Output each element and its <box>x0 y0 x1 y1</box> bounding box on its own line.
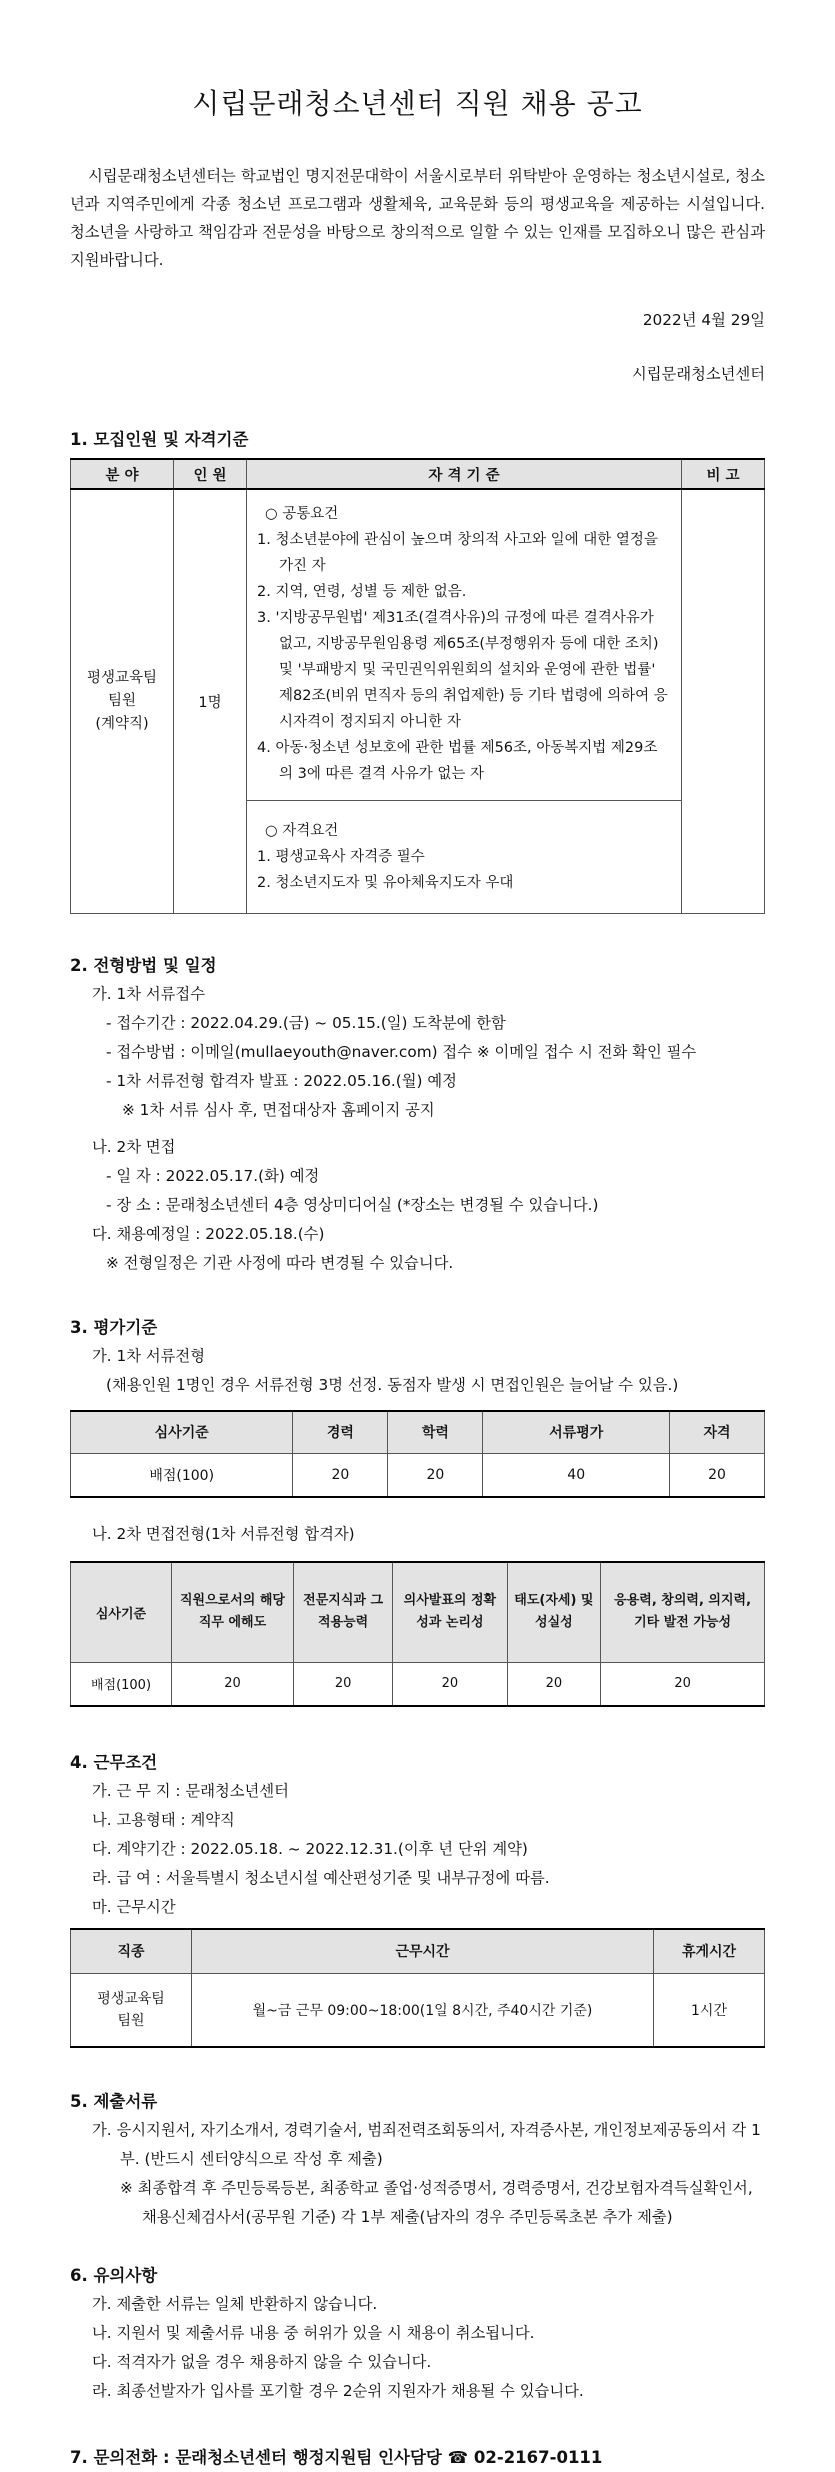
section-5-heading: 5. 제출서류 <box>70 2092 158 2111</box>
s3-item-b: 나. 2차 면접전형(1차 서류전형 합격자) <box>92 1525 355 1543</box>
t2-cell: 20 <box>293 1662 392 1706</box>
common-item: 1. 청소년분야에 관심이 높으며 창의적 사고와 일에 대한 열정을 가진 자 <box>257 532 658 574</box>
qual-title: ○ 자격요건 <box>265 823 339 839</box>
s5-note: ※ 최종합격 후 주민등록등본, 최종학교 졸업·성적증명서, 경력증명서, 건강보험자격득실확인서, 채용신체검사서(공무원 기준) 각 1부 제출(남자의 경우 주민등록초본 추가 제출) <box>120 2179 753 2226</box>
t2-cell: 20 <box>172 1662 294 1706</box>
s2-item-c1: ※ 전형일정은 기관 사정에 따라 변경될 수 있습니다. <box>106 1254 454 1272</box>
t2-cell: 20 <box>601 1662 765 1706</box>
th-criteria: 자 격 기 준 <box>247 459 682 489</box>
work-hours-table <box>70 1928 765 2048</box>
field-line: 평생교육팀 <box>86 670 158 686</box>
s2-item-a1: - 접수기간 : 2022.04.29.(금) ~ 05.15.(일) 도착분에 한함 <box>106 1014 506 1032</box>
t1-cell: 20 <box>293 1453 388 1497</box>
s2-item-a4: ※ 1차 서류 심사 후, 면접대상자 홈페이지 공지 <box>122 1101 435 1119</box>
t2-header: 전문지식과 그 적용능력 <box>293 1562 392 1662</box>
t2-header: 심사기준 <box>71 1562 172 1662</box>
announcement-date: 2022년 4월 29일 <box>642 311 765 329</box>
t2-header: 의사발표의 정확성과 논리성 <box>393 1562 507 1662</box>
section-7 <box>70 2444 765 2472</box>
t3-header: 직종 <box>71 1929 192 1973</box>
section-5 <box>70 2088 765 2232</box>
t1-cell: 40 <box>483 1453 670 1497</box>
s5-item-a: 가. 응시지원서, 자기소개서, 경력기술서, 범죄전력조회동의서, 자격증사본, 개인정보제공동의서 각 1부. (반드시 센터양식으로 작성 후 제출) <box>92 2121 761 2168</box>
s2-item-b1: - 일 자 : 2022.05.17.(화) 예정 <box>106 1167 320 1185</box>
qual-item: 2. 청소년지도자 및 유아체육지도자 우대 <box>257 875 514 891</box>
s4-item-b: 나. 고용형태 : 계약직 <box>92 1811 235 1829</box>
th-count: 인 원 <box>174 459 247 489</box>
section-2 <box>70 952 765 1278</box>
section-2-heading: 2. 전형방법 및 일정 <box>70 956 217 975</box>
t1-cell: 배점(100) <box>71 1453 293 1497</box>
s2-item-c: 다. 채용예정일 : 2022.05.18.(수) <box>92 1225 325 1243</box>
s6-item: 라. 최종선발자가 입사를 포기할 경우 2순위 지원자가 채용될 수 있습니다. <box>92 2382 584 2400</box>
s2-item-a3: - 1차 서류전형 합격자 발표 : 2022.05.16.(월) 예정 <box>106 1072 457 1090</box>
s6-item: 나. 지원서 및 제출서류 내용 중 허위가 있을 시 채용이 취소됩니다. <box>92 2324 535 2342</box>
th-remarks: 비 고 <box>682 459 765 489</box>
t2-cell: 20 <box>393 1662 507 1706</box>
common-item: 3. '지방공무원법' 제31조(결격사유)의 규정에 따른 결격사유가 없고, 지방공무원임용령 제65조(부정행위자 등에 대한 조치) 및 '부패방지 및 국민권익위원회의 설치와 운영에 관한 법률' 제82조(비위 면직자 등의 취업제한) 등 기타 법령에 의하여 응시자격이 정지되지 아니한 자 <box>257 610 668 730</box>
t3-header: 근무시간 <box>192 1929 654 1973</box>
section-3 <box>70 1314 765 1707</box>
doc-screen-table <box>70 1410 765 1498</box>
s4-item-a: 가. 근 무 지 : 문래청소년센터 <box>92 1782 289 1800</box>
field-line: (계약직) <box>95 716 149 732</box>
s3-item-a: 가. 1차 서류전형 <box>92 1347 205 1365</box>
common-title: ○ 공통요건 <box>265 506 339 522</box>
section-4 <box>70 1749 765 2048</box>
count-cell: 1명 <box>174 489 247 914</box>
t2-cell: 20 <box>507 1662 601 1706</box>
s2-item-a: 가. 1차 서류접수 <box>92 985 205 1003</box>
field-line: 팀원 <box>107 693 136 709</box>
t2-header: 응용력, 창의력, 의지력, 기타 발전 가능성 <box>601 1562 765 1662</box>
t1-cell: 20 <box>388 1453 483 1497</box>
t1-header: 학력 <box>388 1411 483 1453</box>
remarks-cell <box>682 489 765 914</box>
s6-item: 가. 제출한 서류는 일체 반환하지 않습니다. <box>92 2295 378 2313</box>
t2-cell: 배점(100) <box>71 1662 172 1706</box>
interview-table <box>70 1561 765 1707</box>
section-6 <box>70 2262 765 2406</box>
section-1-heading: 1. 모집인원 및 자격기준 <box>70 430 249 449</box>
th-field: 분 야 <box>71 459 174 489</box>
s2-item-b2: - 장 소 : 문래청소년센터 4층 영상미디어실 (*장소는 변경될 수 있습니다.) <box>106 1196 599 1214</box>
common-item: 2. 지역, 연령, 성별 등 제한 없음. <box>257 584 467 600</box>
recruit-table <box>70 458 765 914</box>
section-4-heading: 4. 근무조건 <box>70 1753 158 1772</box>
t1-header: 자격 <box>669 1411 764 1453</box>
contact-heading: 7. 문의전화 : 문래청소년센터 행정지원팀 인사담당 ☎ 02-2167-0111 <box>70 2448 603 2467</box>
page-title: 시립문래청소년센터 직원 채용 공고 <box>192 87 643 120</box>
t1-header: 심사기준 <box>71 1411 293 1453</box>
t1-header: 서류평가 <box>483 1411 670 1453</box>
section-3-heading: 3. 평가기준 <box>70 1318 158 1337</box>
intro-paragraph: 시립문래청소년센터는 학교법인 명지전문대학이 서울시로부터 위탁받아 운영하는 청소년시설로, 청소년과 지역주민에게 각종 청소년 프로그램과 생활체육, 교육문화 등의 평생교육을 제공하는 시설입니다. 청소년을 사랑하고 책임감과 전문성을 바탕으로 창의적으로 일할 수 있는 인재를 모집하오니 많은 관심과 지원바랍니다. <box>70 167 765 269</box>
field-cell <box>71 489 174 914</box>
section-1 <box>70 426 765 914</box>
t2-header: 직원으로서의 해당직무 에해도 <box>172 1562 294 1662</box>
t3-cell: 평생교육팀 팀원 <box>71 1973 192 2047</box>
qualification-cell <box>247 801 682 914</box>
t1-cell: 20 <box>669 1453 764 1497</box>
common-requirements-cell <box>247 489 682 801</box>
t3-cell: 월~금 근무 09:00~18:00(1일 8시간, 주40시간 기준) <box>192 1973 654 2047</box>
common-item: 4. 아동·청소년 성보호에 관한 법률 제56조, 아동복지법 제29조의 3에 따른 결격 사유가 없는 자 <box>257 740 658 782</box>
t2-header: 태도(자세) 및 성실성 <box>507 1562 601 1662</box>
section-6-heading: 6. 유의사항 <box>70 2266 158 2285</box>
s4-item-d: 라. 급 여 : 서울특별시 청소년시설 예산편성기준 및 내부규정에 따름. <box>92 1869 550 1887</box>
s4-item-e: 마. 근무시간 <box>92 1898 176 1916</box>
s4-item-c: 다. 계약기간 : 2022.05.18. ~ 2022.12.31.(이후 년 단위 계약) <box>92 1840 528 1858</box>
t1-header: 경력 <box>293 1411 388 1453</box>
organization-name: 시립문래청소년센터 <box>632 365 765 383</box>
s2-item-a2: - 접수방법 : 이메일(mullaeyouth@naver.com) 접수 ※ 이메일 접수 시 전화 확인 필수 <box>106 1043 697 1061</box>
s6-item: 다. 적격자가 없을 경우 채용하지 않을 수 있습니다. <box>92 2353 432 2371</box>
t3-header: 휴게시간 <box>654 1929 765 1973</box>
qual-item: 1. 평생교육사 자격증 필수 <box>257 849 425 865</box>
s3-item-a-note: (채용인원 1명인 경우 서류전형 3명 선정. 동점자 발생 시 면접인원은 늘어날 수 있음.) <box>106 1376 679 1394</box>
s2-item-b: 나. 2차 면접 <box>92 1138 176 1156</box>
t3-cell: 1시간 <box>654 1973 765 2047</box>
